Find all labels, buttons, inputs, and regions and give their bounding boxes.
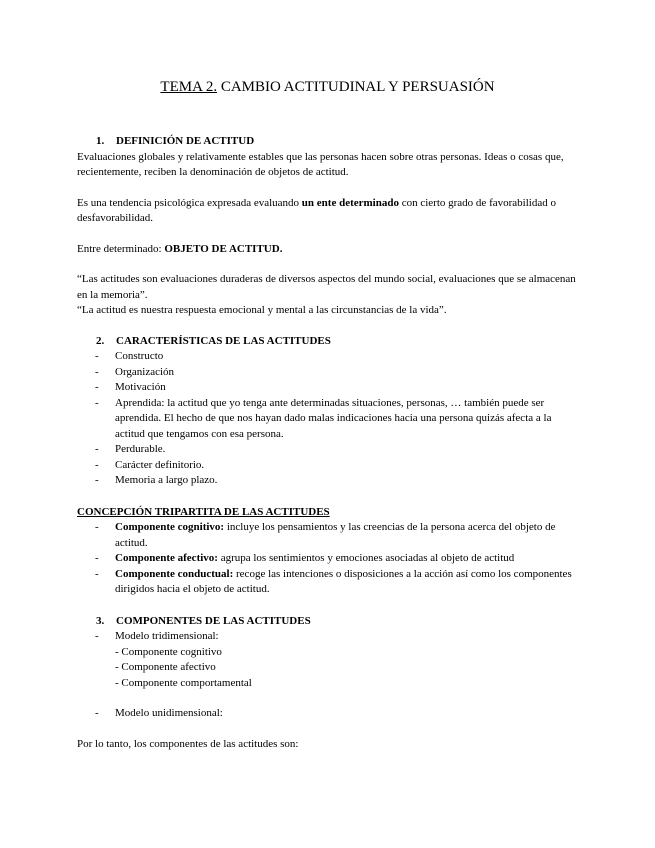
closing-paragraph: Por lo tanto, los componentes de las actitudes son:	[77, 737, 299, 750]
list-item: - Componente conductual: recoge las intenciones o disposiciones a la acción así como los componentes dirigidos hacia el objeto de actitud.	[95, 567, 572, 595]
characteristics-list	[77, 349, 577, 489]
title-rest: CAMBIO ACTITUDINAL Y PERSUASIÓN	[217, 79, 495, 95]
tendency-bold: un ente determinado	[301, 196, 399, 209]
object-paragraph	[77, 242, 577, 258]
object-pre: Entre determinado:	[77, 242, 165, 255]
tripartita-heading: CONCEPCIÓN TRIPARTITA DE LAS ACTITUDES	[77, 505, 330, 518]
section2-number: 2.	[96, 334, 105, 347]
sub-item: - Componente cognitivo	[115, 645, 222, 658]
tendency-post: con cierto grado de favorabilidad o desfavorabilidad.	[77, 196, 556, 224]
quote-1: “Las actitudes son evaluaciones duraderas de diversos aspectos del mundo social, evaluaciones que se almacenan en la memoria”.	[77, 273, 576, 301]
list-item: - Constructo	[95, 350, 164, 362]
section3-heading	[77, 614, 577, 630]
sub-item: - Componente afectivo	[115, 661, 216, 673]
section3-heading-text: COMPONENTES DE LAS ACTITUDES	[116, 614, 311, 627]
title-prefix: TEMA 2.	[160, 79, 218, 95]
list-item: - Componente cognitivo: incluye los pensamientos y las creencias de la persona acerca del objeto de actitud.	[95, 521, 556, 549]
sub-item: - Componente comportamental	[115, 676, 252, 689]
list-item: - Memoria a largo plazo.	[95, 474, 218, 486]
list-item: - Organización	[95, 365, 175, 378]
models-list-2	[77, 706, 577, 722]
section2-heading	[77, 334, 577, 350]
object-bold: OBJETO DE ACTITUD.	[164, 242, 283, 255]
models-list	[77, 629, 577, 645]
section1-heading	[77, 134, 577, 150]
list-item: - Motivación	[95, 381, 166, 393]
quote-2: “La actitud es nuestra respuesta emocional y mental a las circunstancias de la vida”.	[77, 304, 447, 316]
section1-number: 1.	[96, 135, 105, 147]
list-item: - Carácter definitorio.	[95, 458, 205, 471]
list-item: - Componente afectivo: agrupa los sentimientos y emociones asociadas al objeto de actitud	[95, 552, 515, 564]
definition-paragraph: Evaluaciones globales y relativamente estables que las personas hacen sobre otras personas. Ideas o cosas que, recientemente, reciben la denominación de objetos de actitud.	[77, 150, 564, 178]
list-item: - Perdurable.	[95, 443, 166, 455]
section2-heading-text: CARACTERÍSTICAS DE LAS ACTITUDES	[116, 334, 331, 347]
list-item: - Modelo unidimensional:	[95, 707, 223, 719]
list-item: - Aprendida: la actitud que yo tenga ante determinadas situaciones, personas, … también puede ser aprendida. El hecho de que nos hayan dado malas indicaciones hacia una persona quizás afecta a la actitud que tengamos con esa persona.	[95, 396, 552, 440]
tripartita-list	[77, 520, 577, 598]
document-body	[77, 134, 577, 752]
tendency-paragraph	[77, 196, 577, 227]
section3-number: 3.	[96, 614, 105, 627]
tendency-pre: Es una tendencia psicológica expresada evaluando	[77, 196, 302, 209]
page-title	[0, 78, 655, 96]
section1-heading-text: DEFINICIÓN DE ACTITUD	[116, 135, 255, 147]
list-item: - Modelo tridimensional:	[95, 630, 219, 642]
